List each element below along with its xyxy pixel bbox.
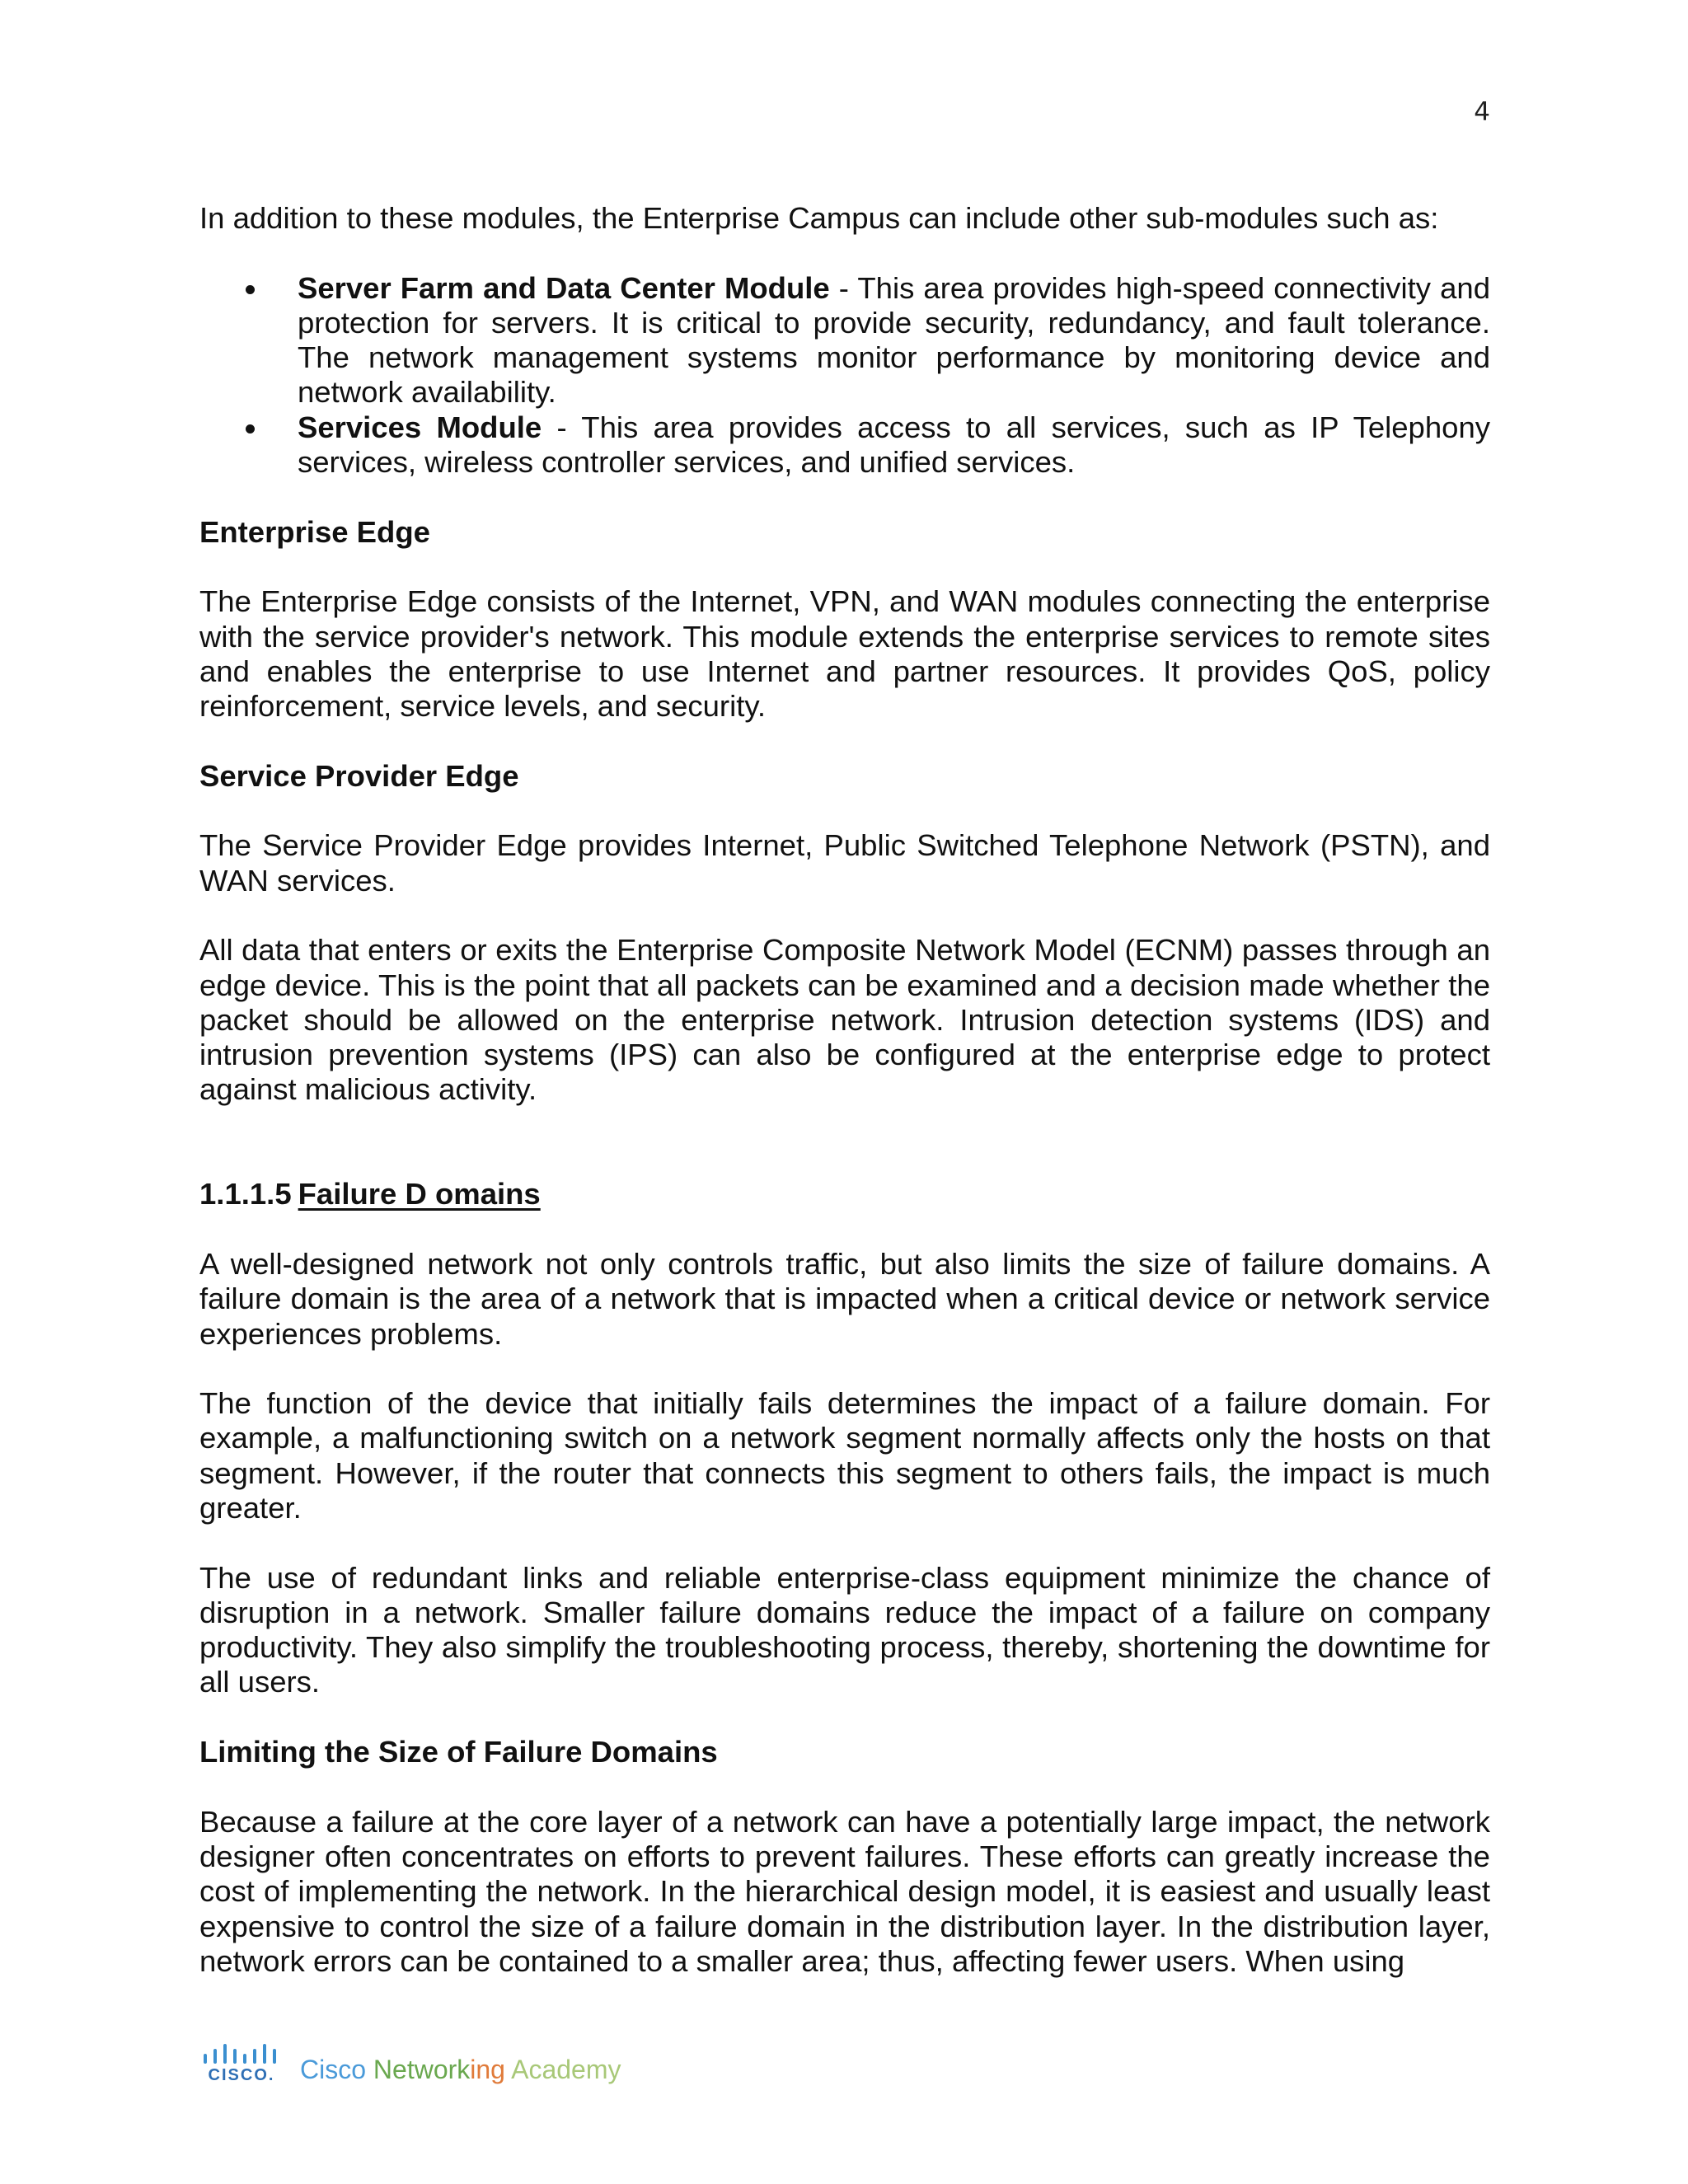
bullet-text: - This area provides access to all services, such as IP Telephony services, wireless controller services, and unified services.: [298, 410, 1490, 480]
enterprise-edge-heading: Enterprise Edge: [199, 514, 430, 549]
academy-name-part: Network: [373, 2055, 471, 2084]
service-provider-edge-heading: Service Provider Edge: [199, 758, 519, 793]
document-body: [199, 201, 1490, 2013]
academy-name-part: Cisco: [300, 2055, 373, 2084]
bullet-icon: [246, 424, 255, 434]
bullet-text: - This area provides high-speed connectivity and protection for servers. It is critical to provide security, redundancy, and fault tolerance. The network management systems monitor performance by monitoring device and network availability.: [298, 270, 1490, 410]
section-title: Failure D omains: [298, 1177, 541, 1212]
failure-domain-paragraph-3: The use of redundant links and reliable enterprise-class equipment minimize the chance of disruption in a network. Smaller failure domains reduce the impact of a failure on company productivity. They also simplify the troubleshooting process, thereby, shortening the downtime for all users.: [199, 1560, 1490, 1699]
intro-paragraph: In addition to these modules, the Enterprise Campus can include other sub-modules such as:: [199, 201, 1439, 235]
failure-domain-paragraph-1: A well-designed network not only controls traffic, but also limits the size of failure domains. A failure domain is the area of a network that is impacted when a critical device or network service experiences problems.: [199, 1246, 1490, 1351]
list-item: [298, 271, 1490, 410]
cisco-logo: [201, 2044, 282, 2083]
page-number: 4: [1474, 97, 1490, 127]
limiting-heading: Limiting the Size of Failure Domains: [199, 1735, 718, 1769]
service-provider-edge-paragraph: The Service Provider Edge provides Internet, Public Switched Telephone Network (PSTN), and WAN services.: [199, 828, 1490, 898]
section-heading: [199, 1177, 1490, 1212]
academy-name: [300, 2055, 621, 2083]
cisco-bridge-icon: [201, 2044, 282, 2067]
academy-name-part: ing: [470, 2055, 512, 2084]
cisco-wordmark: CISCO.: [208, 2066, 275, 2084]
limiting-paragraph: Because a failure at the core layer of a network can have a potentially large impact, the network designer often concentrates on efforts to prevent failures. These efforts can greatly increase the cost of implementing the network. In the hierarchical design model, it is easiest and usually least expensive to control the size of a failure domain in the distribution layer. In the distribution layer, network errors can be contained to a smaller area; thus, affecting fewer users. When using: [199, 1804, 1490, 1978]
bullet-term: Services Module: [298, 410, 542, 444]
failure-domain-paragraph-2: The function of the device that initially fails determines the impact of a failure domain. For example, a malfunctioning switch on a network segment normally affects only the hosts on that segment. However, if the router that connects this segment to others fails, the impact is much greater.: [199, 1386, 1490, 1525]
bullet-term: Server Farm and Data Center Module: [298, 270, 830, 305]
enterprise-edge-paragraph: The Enterprise Edge consists of the Internet, VPN, and WAN modules connecting the enterprise with the service provider's network. This module extends the enterprise services to remote sites and enables the enterprise to use Internet and partner resources. It provides QoS, policy reinforcement, service levels, and security.: [199, 584, 1490, 724]
academy-name-part: Academy: [511, 2055, 621, 2084]
footer: [201, 2034, 621, 2083]
ecnm-paragraph: All data that enters or exits the Enterprise Composite Network Model (ECNM) passes through an edge device. This is the point that all packets can be examined and a decision made whether the packet should be allowed on the enterprise network. Intrusion detection systems (IDS) and intrusion prevention systems (IPS) can also be configured at the enterprise edge to protect against malicious activity.: [199, 933, 1490, 1107]
submodule-list: [199, 271, 1490, 480]
bullet-icon: [246, 285, 255, 294]
list-item: [298, 410, 1490, 480]
section-number: 1.1.1.5: [199, 1177, 292, 1212]
